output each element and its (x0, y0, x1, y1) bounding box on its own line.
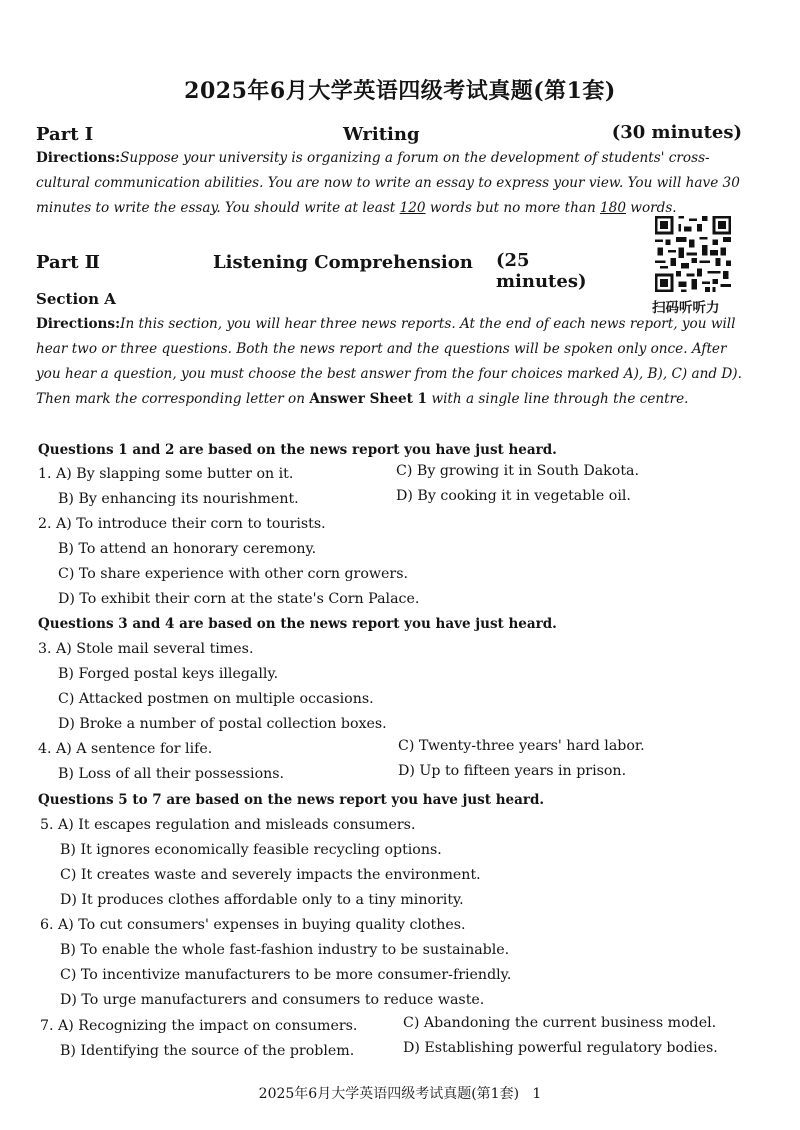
option-4c: C) Twenty-three years' hard labor. (398, 738, 645, 754)
answer-sheet-label: Answer Sheet 1 (309, 391, 428, 407)
question-number: 6. (40, 917, 54, 933)
option-1c: C) By growing it in South Dakota. (396, 463, 639, 479)
question-group-heading: Questions 3 and 4 are based on the news report you have just heard. (38, 616, 557, 632)
option-7b: B) Identifying the source of the problem. (60, 1043, 355, 1059)
part2-directions-text-b: with a single line through the centre. (427, 391, 689, 407)
option-1d: D) By cooking it in vegetable oil. (396, 488, 631, 504)
option-5a: A) It escapes regulation and misleads consumers. (58, 817, 416, 833)
part1-time: (30 minutes) (611, 122, 742, 143)
option-1a: A) By slapping some butter on it. (56, 466, 294, 482)
option-3a: A) Stole mail several times. (56, 641, 254, 657)
option-6c: C) To incentivize manufacturers to be more consumer-friendly. (60, 967, 512, 983)
option-5d: D) It produces clothes affordable only to a tiny minority. (60, 892, 464, 908)
part1-directions (36, 146, 742, 221)
option-4a: A) A sentence for life. (56, 741, 213, 757)
page-number: 1 (532, 1086, 542, 1102)
question-number: 4. (38, 741, 52, 757)
part2-header (36, 250, 626, 292)
question-number: 5. (40, 817, 54, 833)
option-7a: A) Recognizing the impact on consumers. (58, 1018, 358, 1034)
option-2b: B) To attend an honorary ceremony. (58, 541, 317, 557)
section-heading: Section A (36, 290, 116, 308)
part1-directions-text-b: words but no more than (425, 200, 601, 216)
min-words: 120 (399, 200, 426, 216)
option-6d: D) To urge manufacturers and consumers to reduce waste. (60, 992, 485, 1008)
part2-label: Part Ⅱ (36, 252, 100, 273)
max-words: 180 (600, 200, 626, 216)
question-number: 3. (38, 641, 52, 657)
question-number: 7. (40, 1018, 54, 1034)
option-4d: D) Up to fifteen years in prison. (398, 763, 627, 779)
option-3c: C) Attacked postmen on multiple occasions. (58, 691, 374, 707)
option-2a: A) To introduce their corn to tourists. (56, 516, 326, 532)
question-group-heading: Questions 5 to 7 are based on the news report you have just heard. (38, 792, 545, 808)
footer-title: 2025年6月大学英语四级考试真题(第1套) (258, 1086, 520, 1102)
question-group-heading: Questions 1 and 2 are based on the news report you have just heard. (38, 442, 557, 458)
part1-directions-text-a: Suppose your university is organizing a forum on the development of students' cross-cultural communication abilities. You are now to write an essay to express your view. You will have 30 minutes to write the essay. You should write at least (36, 150, 740, 216)
part2-time: (25 minutes) (496, 250, 587, 292)
page-footer (0, 1083, 800, 1103)
option-6b: B) To enable the whole fast-fashion industry to be sustainable. (60, 942, 510, 958)
qr-code-icon[interactable] (655, 216, 731, 292)
question-number: 1. (38, 466, 52, 482)
option-2c: C) To share experience with other corn growers. (58, 566, 408, 582)
option-7c: C) Abandoning the current business model. (403, 1015, 717, 1031)
directions-label: Directions: (36, 316, 121, 332)
option-3d: D) Broke a number of postal collection boxes. (58, 716, 387, 732)
option-5c: C) It creates waste and severely impacts the environment. (60, 867, 481, 883)
option-3b: B) Forged postal keys illegally. (58, 666, 279, 682)
part1-directions-text-c: words. (625, 200, 677, 216)
option-6a: A) To cut consumers' expenses in buying quality clothes. (58, 917, 466, 933)
part1-title: Writing (343, 124, 420, 145)
part1-label: Part Ⅰ (36, 124, 94, 145)
option-4b: B) Loss of all their possessions. (58, 766, 285, 782)
option-1b: B) By enhancing its nourishment. (58, 491, 299, 507)
question-number: 2. (38, 516, 52, 532)
qr-caption: 扫码听听力 (652, 300, 720, 316)
option-7d: D) Establishing powerful regulatory bodies. (403, 1040, 718, 1056)
page-title: 2025年6月大学英语四级考试真题(第1套) (184, 78, 616, 104)
part2-directions (36, 312, 742, 412)
part2-title: Listening Comprehension (213, 252, 473, 273)
option-2d: D) To exhibit their corn at the state's Corn Palace. (58, 591, 420, 607)
part2-directions-text-a: In this section, you will hear three news reports. At the end of each news report, you will hear two or three questions. Both the news report and the questions will be spoken only once. After you hear a question, you must choose the best answer from the four choices marked A), B), C) and D). Then mark the corresponding letter on (36, 316, 742, 407)
option-5b: B) It ignores economically feasible recycling options. (60, 842, 442, 858)
directions-label: Directions: (36, 150, 121, 166)
